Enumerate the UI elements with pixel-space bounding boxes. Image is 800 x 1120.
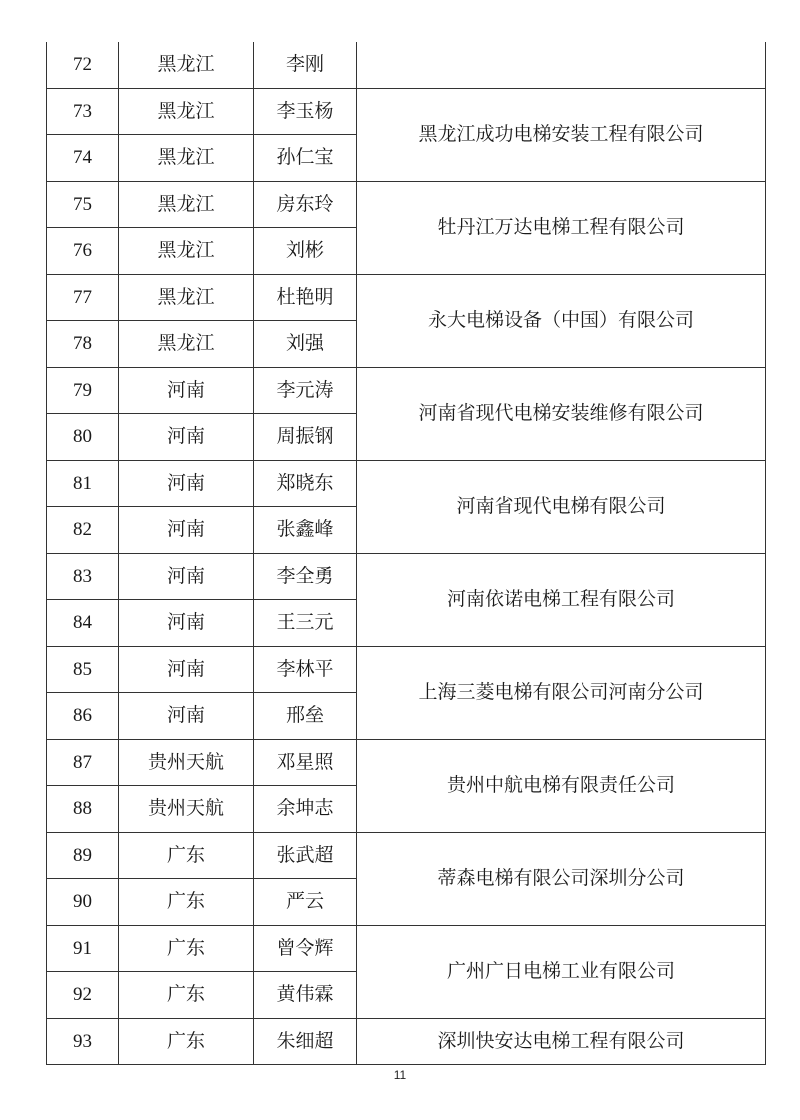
province-cell: 贵州天航 xyxy=(119,739,254,786)
name-cell: 李元涛 xyxy=(254,367,357,414)
company-cell: 河南省现代电梯有限公司 xyxy=(357,460,766,553)
row-number: 73 xyxy=(47,88,119,135)
province-cell: 广东 xyxy=(119,832,254,879)
row-number: 89 xyxy=(47,832,119,879)
name-cell: 孙仁宝 xyxy=(254,135,357,182)
table-row xyxy=(47,460,766,507)
name-cell: 李全勇 xyxy=(254,553,357,600)
table-row xyxy=(47,42,766,88)
province-cell: 黑龙江 xyxy=(119,135,254,182)
row-number: 83 xyxy=(47,553,119,600)
row-number: 88 xyxy=(47,786,119,833)
row-number: 77 xyxy=(47,274,119,321)
name-cell: 朱细超 xyxy=(254,1018,357,1065)
province-cell: 广东 xyxy=(119,879,254,926)
table-row xyxy=(47,646,766,693)
row-number: 82 xyxy=(47,507,119,554)
province-cell: 黑龙江 xyxy=(119,88,254,135)
row-number: 91 xyxy=(47,925,119,972)
page-number: 11 xyxy=(393,1068,407,1082)
company-cell: 河南依诺电梯工程有限公司 xyxy=(357,553,766,646)
name-cell: 刘强 xyxy=(254,321,357,368)
company-cell: 广州广日电梯工业有限公司 xyxy=(357,925,766,1018)
province-cell: 黑龙江 xyxy=(119,274,254,321)
table-row xyxy=(47,832,766,879)
province-cell: 广东 xyxy=(119,925,254,972)
row-number: 86 xyxy=(47,693,119,740)
name-cell: 李林平 xyxy=(254,646,357,693)
table-row xyxy=(47,739,766,786)
row-number: 74 xyxy=(47,135,119,182)
name-cell: 曾令辉 xyxy=(254,925,357,972)
name-cell: 李玉杨 xyxy=(254,88,357,135)
name-cell: 李刚 xyxy=(254,42,357,88)
row-number: 90 xyxy=(47,879,119,926)
name-cell: 房东玲 xyxy=(254,181,357,228)
name-cell: 邢垒 xyxy=(254,693,357,740)
company-cell: 黑龙江成功电梯安装工程有限公司 xyxy=(357,88,766,181)
name-cell: 严云 xyxy=(254,879,357,926)
name-cell: 张武超 xyxy=(254,832,357,879)
province-cell: 河南 xyxy=(119,460,254,507)
province-cell: 河南 xyxy=(119,600,254,647)
table-row xyxy=(47,1018,766,1065)
company-cell: 深圳快安达电梯工程有限公司 xyxy=(357,1018,766,1065)
row-number: 75 xyxy=(47,181,119,228)
company-cell: 牡丹江万达电梯工程有限公司 xyxy=(357,181,766,274)
province-cell: 黑龙江 xyxy=(119,228,254,275)
province-cell: 河南 xyxy=(119,507,254,554)
row-number: 79 xyxy=(47,367,119,414)
row-number: 85 xyxy=(47,646,119,693)
province-cell: 黑龙江 xyxy=(119,321,254,368)
personnel-table xyxy=(46,42,766,1065)
company-cell: 蒂森电梯有限公司深圳分公司 xyxy=(357,832,766,925)
row-number: 78 xyxy=(47,321,119,368)
row-number: 92 xyxy=(47,972,119,1019)
province-cell: 广东 xyxy=(119,972,254,1019)
row-number: 72 xyxy=(47,42,119,88)
company-cell xyxy=(357,42,766,88)
name-cell: 杜艳明 xyxy=(254,274,357,321)
name-cell: 郑晓东 xyxy=(254,460,357,507)
province-cell: 河南 xyxy=(119,646,254,693)
company-cell: 贵州中航电梯有限责任公司 xyxy=(357,739,766,832)
table-row xyxy=(47,367,766,414)
name-cell: 黄伟霖 xyxy=(254,972,357,1019)
table-row xyxy=(47,88,766,135)
table-row xyxy=(47,553,766,600)
name-cell: 周振钢 xyxy=(254,414,357,461)
name-cell: 张鑫峰 xyxy=(254,507,357,554)
table-row xyxy=(47,181,766,228)
company-cell: 上海三菱电梯有限公司河南分公司 xyxy=(357,646,766,739)
province-cell: 河南 xyxy=(119,553,254,600)
table-row xyxy=(47,925,766,972)
name-cell: 刘彬 xyxy=(254,228,357,275)
province-cell: 黑龙江 xyxy=(119,42,254,88)
row-number: 76 xyxy=(47,228,119,275)
row-number: 81 xyxy=(47,460,119,507)
row-number: 87 xyxy=(47,739,119,786)
company-cell: 河南省现代电梯安装维修有限公司 xyxy=(357,367,766,460)
province-cell: 河南 xyxy=(119,367,254,414)
company-cell: 永大电梯设备（中国）有限公司 xyxy=(357,274,766,367)
province-cell: 贵州天航 xyxy=(119,786,254,833)
province-cell: 河南 xyxy=(119,693,254,740)
province-cell: 河南 xyxy=(119,414,254,461)
province-cell: 黑龙江 xyxy=(119,181,254,228)
row-number: 93 xyxy=(47,1018,119,1065)
table-row xyxy=(47,274,766,321)
row-number: 84 xyxy=(47,600,119,647)
row-number: 80 xyxy=(47,414,119,461)
province-cell: 广东 xyxy=(119,1018,254,1065)
name-cell: 余坤志 xyxy=(254,786,357,833)
name-cell: 王三元 xyxy=(254,600,357,647)
name-cell: 邓星照 xyxy=(254,739,357,786)
